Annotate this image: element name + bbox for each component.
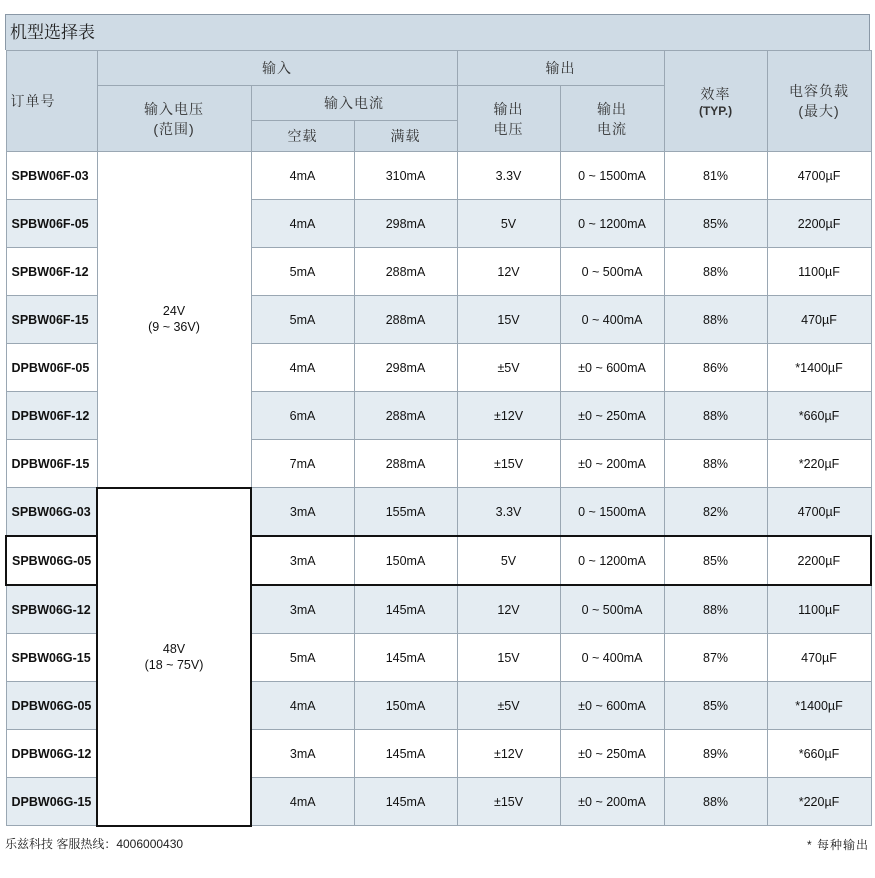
vout-cell: 15V: [457, 634, 560, 682]
input-voltage-cell: [97, 152, 251, 488]
cap-cell: 1100µF: [767, 585, 871, 634]
cap-cell: 470µF: [767, 634, 871, 682]
iout-cell: 0 ~ 1200mA: [560, 536, 664, 585]
header-cap-load-sub: (最大): [798, 103, 840, 119]
cap-cell: *220µF: [767, 778, 871, 826]
eff-cell: 82%: [664, 488, 767, 537]
full-load-cell: 145mA: [354, 730, 457, 778]
cap-cell: *220µF: [767, 440, 871, 488]
cap-cell: *660µF: [767, 392, 871, 440]
eff-cell: 88%: [664, 296, 767, 344]
full-load-cell: 145mA: [354, 778, 457, 826]
model-selection-table-panel: [5, 14, 870, 827]
iout-cell: 0 ~ 1500mA: [560, 488, 664, 537]
eff-cell: 87%: [664, 634, 767, 682]
cap-cell: 2200µF: [767, 200, 871, 248]
model-cell: DPBW06F-12: [6, 392, 97, 440]
header-input-current: 输入电流: [251, 86, 457, 121]
model-cell: SPBW06F-12: [6, 248, 97, 296]
no-load-cell: 3mA: [251, 536, 354, 585]
eff-cell: 86%: [664, 344, 767, 392]
model-selection-table: [5, 50, 872, 827]
no-load-cell: 3mA: [251, 585, 354, 634]
full-load-cell: 298mA: [354, 200, 457, 248]
iout-cell: ±0 ~ 250mA: [560, 392, 664, 440]
vout-cell: ±15V: [457, 440, 560, 488]
full-load-cell: 155mA: [354, 488, 457, 537]
cap-cell: 2200µF: [767, 536, 871, 585]
no-load-cell: 4mA: [251, 682, 354, 730]
footer-note: * 每种输出: [806, 838, 869, 852]
full-load-cell: 150mA: [354, 536, 457, 585]
cap-cell: *660µF: [767, 730, 871, 778]
iout-cell: 0 ~ 500mA: [560, 585, 664, 634]
full-load-cell: 288mA: [354, 296, 457, 344]
no-load-cell: 4mA: [251, 200, 354, 248]
model-cell: DPBW06G-15: [6, 778, 97, 826]
table-title: 机型选择表: [5, 14, 870, 50]
eff-cell: 85%: [664, 200, 767, 248]
full-load-cell: 145mA: [354, 585, 457, 634]
header-output-voltage-l2: 电压: [493, 120, 524, 137]
model-cell: SPBW06G-15: [6, 634, 97, 682]
eff-cell: 89%: [664, 730, 767, 778]
vout-cell: ±5V: [457, 682, 560, 730]
input-voltage-range: (9 ~ 36V): [148, 320, 200, 335]
full-load-cell: 150mA: [354, 682, 457, 730]
table-row: [6, 488, 871, 537]
vout-cell: ±15V: [457, 778, 560, 826]
header-output-current: [560, 86, 664, 152]
footer-hotline: 乐兹科技 客服热线：4006000430: [5, 837, 184, 851]
full-load-cell: 145mA: [354, 634, 457, 682]
header-efficiency-label: 效率: [700, 86, 731, 102]
header-efficiency: [664, 51, 767, 152]
vout-cell: ±12V: [457, 730, 560, 778]
eff-cell: 81%: [664, 152, 767, 200]
iout-cell: 0 ~ 400mA: [560, 634, 664, 682]
vout-cell: ±12V: [457, 392, 560, 440]
no-load-cell: 4mA: [251, 152, 354, 200]
no-load-cell: 4mA: [251, 778, 354, 826]
model-cell: SPBW06G-12: [6, 585, 97, 634]
vout-cell: 15V: [457, 296, 560, 344]
eff-cell: 88%: [664, 248, 767, 296]
iout-cell: ±0 ~ 200mA: [560, 440, 664, 488]
iout-cell: 0 ~ 400mA: [560, 296, 664, 344]
iout-cell: ±0 ~ 600mA: [560, 682, 664, 730]
header-output: 输出: [457, 51, 664, 86]
eff-cell: 88%: [664, 440, 767, 488]
eff-cell: 85%: [664, 682, 767, 730]
input-voltage-range: (18 ~ 75V): [144, 657, 204, 672]
no-load-cell: 5mA: [251, 634, 354, 682]
full-load-cell: 298mA: [354, 344, 457, 392]
header-input: 输入: [97, 51, 457, 86]
cap-cell: 4700µF: [767, 488, 871, 537]
vout-cell: 12V: [457, 248, 560, 296]
no-load-cell: 7mA: [251, 440, 354, 488]
table-header: [6, 51, 871, 152]
model-cell: SPBW06F-03: [6, 152, 97, 200]
vout-cell: 3.3V: [457, 488, 560, 537]
header-full-load: 满载: [354, 121, 457, 152]
model-cell: DPBW06G-12: [6, 730, 97, 778]
vout-cell: 5V: [457, 200, 560, 248]
no-load-cell: 3mA: [251, 730, 354, 778]
header-output-voltage: [457, 86, 560, 152]
no-load-cell: 5mA: [251, 248, 354, 296]
full-load-cell: 288mA: [354, 392, 457, 440]
header-cap-load-label: 电容负载: [789, 83, 850, 99]
cap-cell: *1400µF: [767, 682, 871, 730]
no-load-cell: 3mA: [251, 488, 354, 537]
eff-cell: 88%: [664, 585, 767, 634]
no-load-cell: 4mA: [251, 344, 354, 392]
iout-cell: 0 ~ 1500mA: [560, 152, 664, 200]
header-no-load: 空载: [251, 121, 354, 152]
header-input-voltage-sub: (范围): [153, 120, 195, 137]
header-efficiency-sub: (TYP.): [698, 104, 733, 118]
table-body: [6, 152, 871, 826]
vout-cell: 5V: [457, 536, 560, 585]
model-cell: DPBW06G-05: [6, 682, 97, 730]
model-cell: DPBW06F-15: [6, 440, 97, 488]
vout-cell: 3.3V: [457, 152, 560, 200]
model-cell: DPBW06F-05: [6, 344, 97, 392]
input-voltage-value: 48V: [162, 641, 186, 656]
vout-cell: ±5V: [457, 344, 560, 392]
iout-cell: 0 ~ 500mA: [560, 248, 664, 296]
model-cell: SPBW06F-05: [6, 200, 97, 248]
model-cell: SPBW06F-15: [6, 296, 97, 344]
cap-cell: 1100µF: [767, 248, 871, 296]
eff-cell: 88%: [664, 392, 767, 440]
cap-cell: 470µF: [767, 296, 871, 344]
no-load-cell: 6mA: [251, 392, 354, 440]
full-load-cell: 288mA: [354, 248, 457, 296]
model-cell: SPBW06G-03: [6, 488, 97, 537]
iout-cell: ±0 ~ 200mA: [560, 778, 664, 826]
iout-cell: ±0 ~ 600mA: [560, 344, 664, 392]
header-cap-load: [767, 51, 871, 152]
header-output-current-l1: 输出: [597, 100, 628, 117]
eff-cell: 85%: [664, 536, 767, 585]
model-cell: SPBW06G-05: [6, 536, 97, 585]
table-row: [6, 152, 871, 200]
header-output-voltage-l1: 输出: [493, 100, 524, 117]
cap-cell: 4700µF: [767, 152, 871, 200]
vout-cell: 12V: [457, 585, 560, 634]
header-output-current-l2: 电流: [597, 120, 628, 137]
input-voltage-cell: [97, 488, 251, 826]
header-input-voltage: [97, 86, 251, 152]
cap-cell: *1400µF: [767, 344, 871, 392]
full-load-cell: 310mA: [354, 152, 457, 200]
header-input-voltage-label: 输入电压: [144, 100, 204, 117]
input-voltage-value: 24V: [162, 304, 186, 319]
full-load-cell: 288mA: [354, 440, 457, 488]
iout-cell: 0 ~ 1200mA: [560, 200, 664, 248]
header-model: 订单号: [6, 51, 97, 152]
eff-cell: 88%: [664, 778, 767, 826]
iout-cell: ±0 ~ 250mA: [560, 730, 664, 778]
no-load-cell: 5mA: [251, 296, 354, 344]
